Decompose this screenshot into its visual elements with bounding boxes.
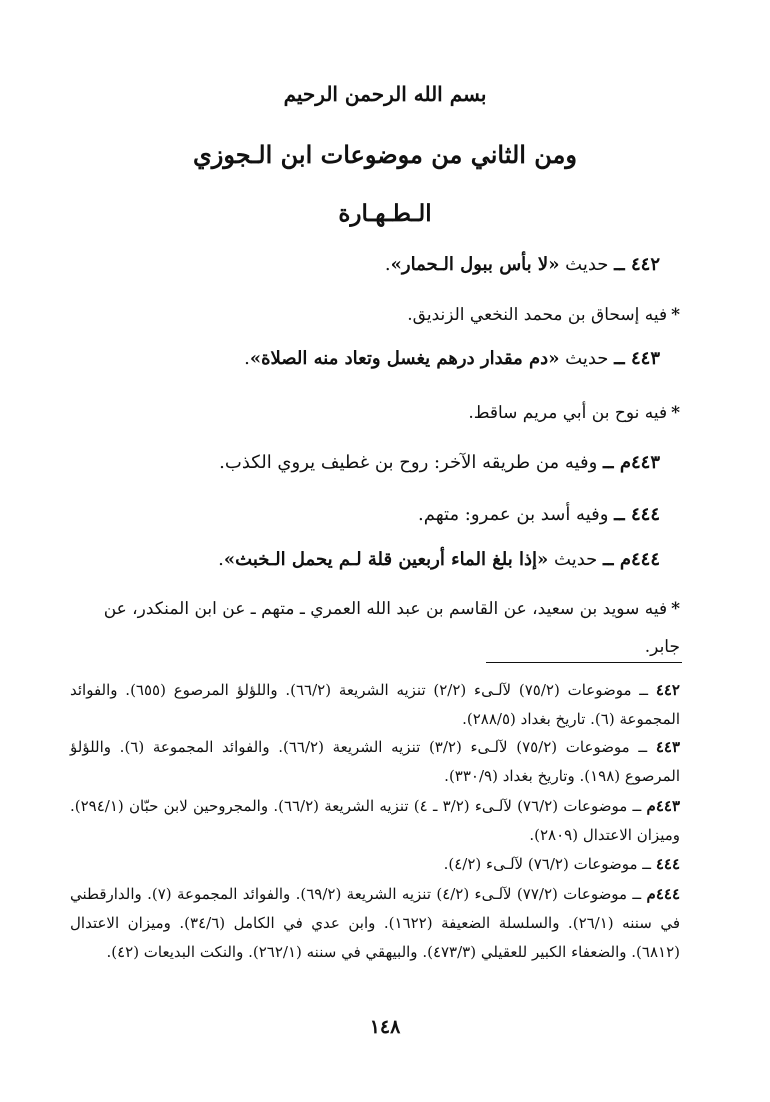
asterisk-marker: * <box>671 403 680 423</box>
note-text: فيه سويد بن سعيد، عن القاسم بن عبد الله العمري ـ متهم ـ عن ابن المنكدر، عن جابر. <box>103 599 680 657</box>
basmala-heading: بسم الله الرحمن الرحيم <box>283 82 487 106</box>
hadith-text: «دم مقدار درهم يغسل وتعاد منه الصلاة» <box>249 348 560 369</box>
entry-tail: . <box>384 254 391 275</box>
note-text: فيه إسحاق بن محمد النخعي الزنديق. <box>407 305 668 325</box>
hadith-text: «إذا بلغ الماء أربعين قلة لـم يحمل الـخبث» <box>223 549 549 570</box>
footnote-442 <box>70 676 680 734</box>
entry-lead: وفيه أسد بن عمرو: متهم. <box>418 504 615 525</box>
section-title: ومن الثاني من موضوعات ابن الـجوزي <box>193 140 577 169</box>
footnote-number: ٤٤٣ <box>655 738 680 756</box>
footnote-text: ــ موضوعات (٧٥/٢) لآلـىء (٢/٢) تنزيه الشريعة (٦٦/٢). واللؤلؤ المرصوع (٦٥٥). والفوائد المجموعة (٦). تاريخ بغداد (٢٨٨/٥). <box>70 681 680 728</box>
asterisk-marker: * <box>671 305 680 325</box>
footnote-divider <box>486 662 682 663</box>
narrator-note <box>65 590 680 666</box>
entry-tail: . <box>244 348 250 369</box>
entry-number: ٤٤٤ ــ <box>614 504 660 525</box>
page-number: ١٤٨ <box>369 1016 401 1038</box>
footnote-text: ــ موضوعات (٧٦/٢) لآلـىء (٣/٢ ـ ٤) تنزيه الشريعة (٦٦/٢). والمجروحين لابن حبّان (٢٩٤/١). وميزان الاعتدال (٢٨٠٩). <box>70 797 680 844</box>
entry-number: ٤٤٣م ــ <box>603 452 660 473</box>
entry-number: ٤٤٤م ــ <box>603 549 660 570</box>
entry-lead: حديث <box>559 254 615 275</box>
entry-lead: حديث <box>548 549 604 570</box>
hadith-entry-442 <box>80 252 660 278</box>
footnote-number: ٤٤٤ <box>655 855 680 873</box>
footnote-444 <box>70 850 680 879</box>
hadith-entry-444m <box>80 547 660 573</box>
narrator-note <box>70 302 680 328</box>
footnote-443m <box>70 792 680 850</box>
hadith-entry-443 <box>80 346 660 372</box>
footnote-text: ــ موضوعات (٧٧/٢) لآلـىء (٤/٢) تنزيه الشريعة (٦٩/٢). والفوائد المجموعة (٧). والدارقطني في سننه (٢٦/١). والسلسلة الضعيفة (١٦٢٢). وابن عدي في الكامل (٣٤/٦). وميزان الاعتدال (٦٨١٢). والضعفاء الكبير للعقيلي (٤٧٣/٣). والبيهقي في سننه (٢٦٢/١). والنكت البديعات (٤٢). <box>70 885 680 961</box>
entry-tail: . <box>218 549 224 570</box>
hadith-entry-443m <box>80 450 660 476</box>
entry-lead: حديث <box>559 348 615 369</box>
footnote-number: ٤٤٤م <box>646 885 680 903</box>
asterisk-marker: * <box>671 599 680 619</box>
footnote-number: ٤٤٣م <box>646 797 680 815</box>
chapter-heading: الـطـهـارة <box>338 200 432 227</box>
footnote-number: ٤٤٢ <box>655 681 680 699</box>
footnote-443 <box>70 733 680 791</box>
note-text: فيه نوح بن أبي مريم ساقط. <box>468 403 668 423</box>
entry-number: ٤٤٢ ــ <box>614 254 660 275</box>
footnote-text: ــ موضوعات (٧٥/٢) لآلـىء (٣/٢) تنزيه الشريعة (٦٦/٢). والفوائد المجموعة (٦). واللؤلؤ المرصوع (١٩٨). وتاريخ بغداد (٣٣٠/٩). <box>70 738 680 785</box>
hadith-entry-444 <box>80 502 660 528</box>
footnote-444m <box>70 880 680 967</box>
footnote-text: ــ موضوعات (٧٦/٢) لآلـىء (٤/٢). <box>443 855 656 873</box>
hadith-text: «لا بأس ببول الـحمار» <box>390 254 560 275</box>
narrator-note <box>70 400 680 426</box>
entry-number: ٤٤٣ ــ <box>614 348 660 369</box>
entry-lead: وفيه من طريقه الآخر: روح بن غطيف يروي الكذب. <box>219 452 604 473</box>
